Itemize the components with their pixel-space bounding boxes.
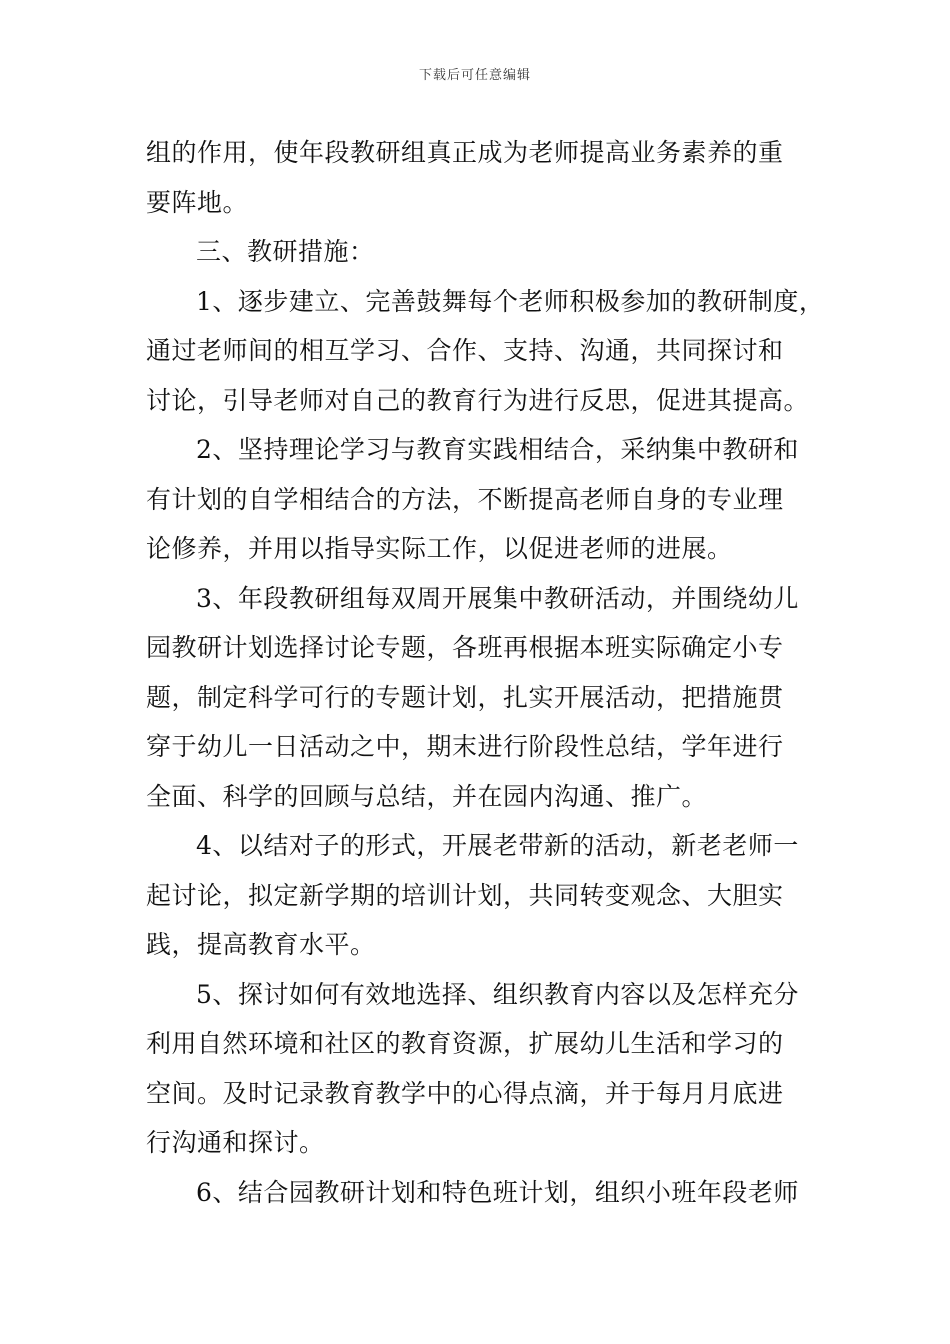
document-body	[146, 128, 825, 1217]
text-line: 穿于幼儿一日活动之中，期末进行阶段性总结，学年进行	[146, 732, 784, 761]
paragraph-start: 4、以结对子的形式，开展老带新的活动，新老老师一	[196, 831, 799, 860]
text-line: 践，提高教育水平。	[146, 930, 376, 959]
text-line: 利用自然环境和社区的教育资源，扩展幼儿生活和学习的	[146, 1029, 784, 1058]
text-line: 讨论，引导老师对自己的教育行为进行反思，促进其提高。	[146, 385, 810, 415]
section-heading: 三、教研措施：	[196, 237, 375, 266]
paragraph-start: 5、探讨如何有效地选择、组织教育内容以及怎样充分	[196, 979, 799, 1009]
paragraph-start: 1、逐步建立、完善鼓舞每个老师积极参加的教研制度，	[196, 286, 825, 316]
text-line: 论修养，并用以指导实际工作，以促进老师的进展。	[146, 534, 733, 563]
text-line: 有计划的自学相结合的方法，不断提高老师自身的专业理	[146, 484, 784, 514]
paragraph-start: 3、年段教研组每双周开展集中教研活动，并围绕幼儿	[196, 583, 799, 613]
page-header: 下载后可任意编辑	[418, 68, 531, 83]
text-line: 园教研计划选择讨论专题，各班再根据本班实际确定小专	[146, 633, 784, 662]
text-line: 组的作用，使年段教研组真正成为老师提高业务素养的重	[146, 138, 784, 167]
text-line: 通过老师间的相互学习、合作、支持、沟通，共同探讨和	[146, 336, 784, 365]
text-line: 题，制定科学可行的专题计划，扎实开展活动，把措施贯	[146, 682, 784, 712]
text-line: 起讨论，拟定新学期的培训计划，共同转变观念、大胆实	[146, 880, 784, 910]
text-line: 全面、科学的回顾与总结，并在园内沟通、推广。	[146, 781, 708, 811]
paragraph-start: 2、坚持理论学习与教育实践相结合，采纳集中教研和	[196, 435, 799, 464]
text-line: 空间。及时记录教育教学中的心得点滴，并于每月月底进	[146, 1078, 784, 1108]
text-line: 要阵地。	[146, 187, 249, 217]
text-line: 行沟通和探讨。	[146, 1128, 325, 1157]
paragraph-start: 6、结合园教研计划和特色班计划，组织小班年段老师	[196, 1177, 799, 1207]
